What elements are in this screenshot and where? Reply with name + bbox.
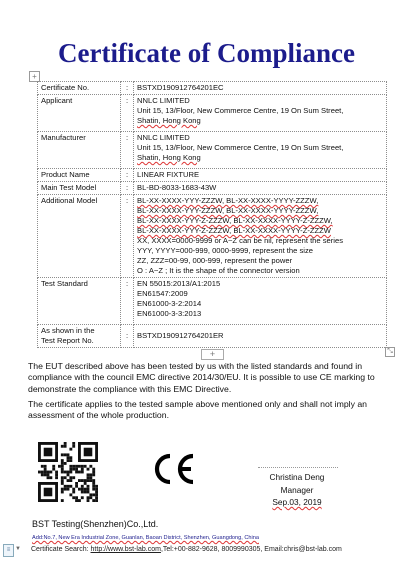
ce-mark-logo <box>150 452 196 486</box>
document-icon[interactable]: ≡ <box>3 544 14 557</box>
applicant-cell <box>134 95 387 132</box>
colon: : <box>121 95 134 132</box>
signatory-title: Manager <box>280 485 314 495</box>
certificate-number: BSTXD190912764201EC <box>134 82 387 95</box>
qr-code <box>38 442 98 502</box>
search-url-link[interactable]: http://www.bst-lab.com <box>90 546 161 553</box>
table-row <box>38 82 387 95</box>
standard-line: EN61000-3-2:2014 <box>137 299 202 308</box>
table-row <box>38 182 387 195</box>
row-label <box>38 325 121 348</box>
model-note: ZZ, ZZZ=00-99, 000-999, represent the power <box>137 256 293 265</box>
row-label-line: Test Report No. <box>41 336 94 345</box>
row-label: Product Name <box>38 169 121 182</box>
row-label: Test Standard <box>38 278 121 325</box>
main-model: BL-BD-8033-1683-43W <box>134 182 387 195</box>
report-number: BSTXD190912764201ER <box>134 325 387 348</box>
standard-line: EN61000-3-3:2013 <box>137 309 202 318</box>
row-label-line: As shown in the <box>41 326 95 335</box>
colon: : <box>121 182 134 195</box>
row-label: Additional Model <box>38 195 121 278</box>
colon: : <box>121 325 134 348</box>
model-line: BL-XX-XXXX-YYY-ZZZW, BL-XX-XXXX-YYYY-ZZZW, <box>137 196 319 205</box>
manufacturer-cell <box>134 132 387 169</box>
table-resize-handle-icon[interactable]: ⤡ <box>385 347 395 357</box>
colon: : <box>121 132 134 169</box>
applicant-address-line: Unit 15, 13/Floor, New Commerce Centre, 19 On Sum Street, <box>137 106 344 115</box>
table-row <box>38 325 387 348</box>
product-name: LINEAR FIXTURE <box>134 169 387 182</box>
certificate-table <box>37 81 387 348</box>
standard-line: EN 55015:2013/A1:2015 <box>137 279 221 288</box>
signature-date: Sep.03, 2019 <box>272 497 322 507</box>
model-note: YYY, YYYY=000-999, 0000-9999, represent the size <box>137 246 313 255</box>
search-contact: ,Tel:+00-882-9628, 8009990305, Email:chris@bst-lab.com <box>160 546 342 553</box>
company-address: Add:No.7, New Era Industrial Zone, Guanlan, Baoan District, Shenzhen, Guangdong, China <box>32 535 259 541</box>
model-line: BL-XX-XXXX-YYY-ZZZW, BL-XX-XXXX-YYYY-ZZZW, <box>137 206 319 215</box>
standard-cell <box>134 278 387 325</box>
add-row-icon[interactable]: + <box>201 349 224 360</box>
signatory-name: Christina Deng <box>269 472 325 482</box>
compliance-statement: The EUT described above has been tested by us with the listed standards and found in compliance with the council EMC directive 2014/30/EU. It is possible to use CE marking to demonstrate the compliance with this EMC Directive. <box>28 361 375 394</box>
colon: : <box>121 82 134 95</box>
manufacturer-address-line: Shatin, Hong Kong <box>137 153 201 162</box>
colon: : <box>121 169 134 182</box>
row-label: Main Test Model <box>38 182 121 195</box>
model-line: BL-XX-XXXX-YYY-Z-ZZZW, BL-XX-XXXX-YYYY-Z-ZZZW, <box>137 216 333 225</box>
applicant-name: NNLC LIMITED <box>137 96 190 105</box>
additional-model-cell <box>134 195 387 278</box>
company-name: BST Testing(Shenzhen)Co.,Ltd. <box>32 519 159 529</box>
certificate-search-line <box>31 546 342 553</box>
applicant-address-line: Shatin, Hong Kong <box>137 116 201 125</box>
table-row <box>38 195 387 278</box>
row-label: Applicant <box>38 95 121 132</box>
manufacturer-address-line: Unit 15, 13/Floor, New Commerce Centre, 19 On Sum Street, <box>137 143 344 152</box>
signature-line <box>258 467 338 468</box>
colon: : <box>121 195 134 278</box>
model-note: O : A~Z ; It is the shape of the connector version <box>137 266 300 275</box>
scope-statement: The certificate applies to the tested sample above mentioned only and shall not imply an assessment of the whole production. <box>28 399 368 421</box>
model-note: XX, XXXX=0000-9999 or A~Z can be nil, represent the series <box>137 236 343 245</box>
table-row <box>38 95 387 132</box>
chevron-down-icon[interactable]: ▼ <box>15 546 21 552</box>
certificate-title: Certificate of Compliance <box>58 38 355 68</box>
search-prefix: Certificate Search: <box>31 546 91 553</box>
model-line: BL-XX-XXXX-YYY-Z-ZZZW, BL-XX-XXXX-YYYY-Z-ZZZW <box>137 226 331 235</box>
table-move-handle-icon[interactable]: + <box>29 71 40 82</box>
manufacturer-name: NNLC LIMITED <box>137 133 190 142</box>
colon: : <box>121 278 134 325</box>
table-row <box>38 278 387 325</box>
table-row <box>38 169 387 182</box>
row-label: Manufacturer <box>38 132 121 169</box>
standard-line: EN61547:2009 <box>137 289 188 298</box>
table-row <box>38 132 387 169</box>
qr-code-modules <box>38 442 98 502</box>
row-label: Certificate No. <box>38 82 121 95</box>
